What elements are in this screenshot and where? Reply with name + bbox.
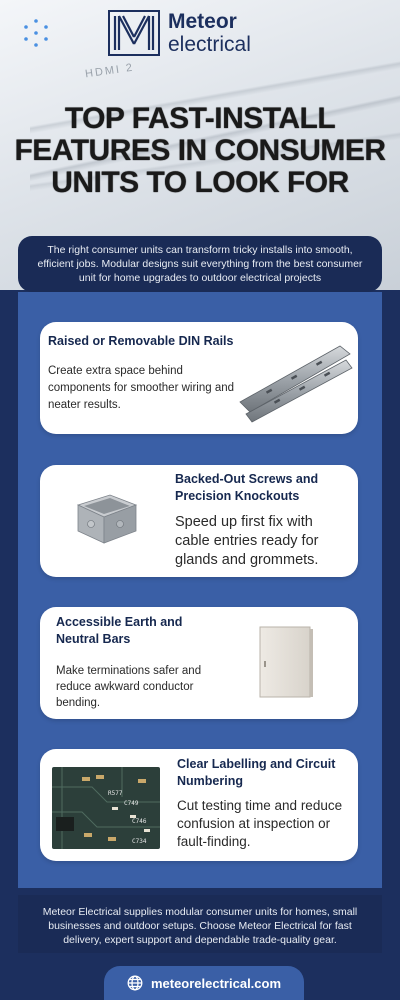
feature-description: Speed up first fix with cable entries ready for glands and grommets. [175, 514, 319, 568]
pcb-label: C734 [132, 838, 147, 845]
feature-title: Clear Labelling and Circuit Numbering [177, 757, 336, 788]
brand-logo[interactable] [108, 10, 251, 56]
feature-card-labelling [40, 749, 358, 861]
website-url: meteorelectrical.com [150, 975, 282, 991]
pcb-label: C746 [132, 818, 147, 825]
m-monogram-icon [108, 10, 160, 56]
feature-card-knockouts [40, 465, 358, 577]
pcb-label: R577 [108, 790, 123, 797]
brand-name-line2: electrical [168, 33, 251, 56]
intro-text: The right consumer units can transform tricky installs into smooth, efficient jobs. Modular designs suit everything from the best consumer unit for home upgrades to outdoor electrical projects [18, 236, 382, 292]
feature-title: Raised or Removable DIN Rails [48, 334, 234, 348]
feature-card-din-rails [40, 322, 358, 434]
hero-background-label: HDMI 2 [84, 61, 135, 81]
globe-icon [127, 975, 143, 991]
feature-title: Backed-Out Screws and Precision Knockouts [175, 472, 319, 503]
circuit-board-image [52, 767, 160, 849]
pcb-label: C749 [124, 800, 139, 807]
page-title: TOP FAST-INSTALL FEATURES IN CONSUMER UNITS TO LOOK FOR [14, 102, 386, 199]
feature-description: Cut testing time and reduce confusion at inspection or fault-finding. [177, 798, 343, 849]
brand-name [168, 11, 251, 55]
brand-name-line1: Meteor [168, 10, 237, 33]
feature-description: Make terminations safer and reduce awkward conductor bending. [56, 665, 202, 709]
dots-decoration-icon [20, 17, 52, 49]
metal-box-image [74, 487, 140, 547]
feature-card-earth-neutral [40, 607, 358, 719]
feature-title: Accessible Earth and Neutral Bars [56, 615, 183, 646]
footer-description: Meteor Electrical supplies modular consumer units for homes, small businesses and outdoor setups. Choose Meteor Electrical for fast delivery, expert support and dependable trade-quality gear. [18, 895, 382, 953]
din-rails-image [236, 342, 354, 424]
website-link[interactable] [104, 966, 304, 1000]
feature-description: Create extra space behind components for smoother wiring and neater results. [48, 365, 235, 411]
enclosure-image [258, 625, 314, 701]
